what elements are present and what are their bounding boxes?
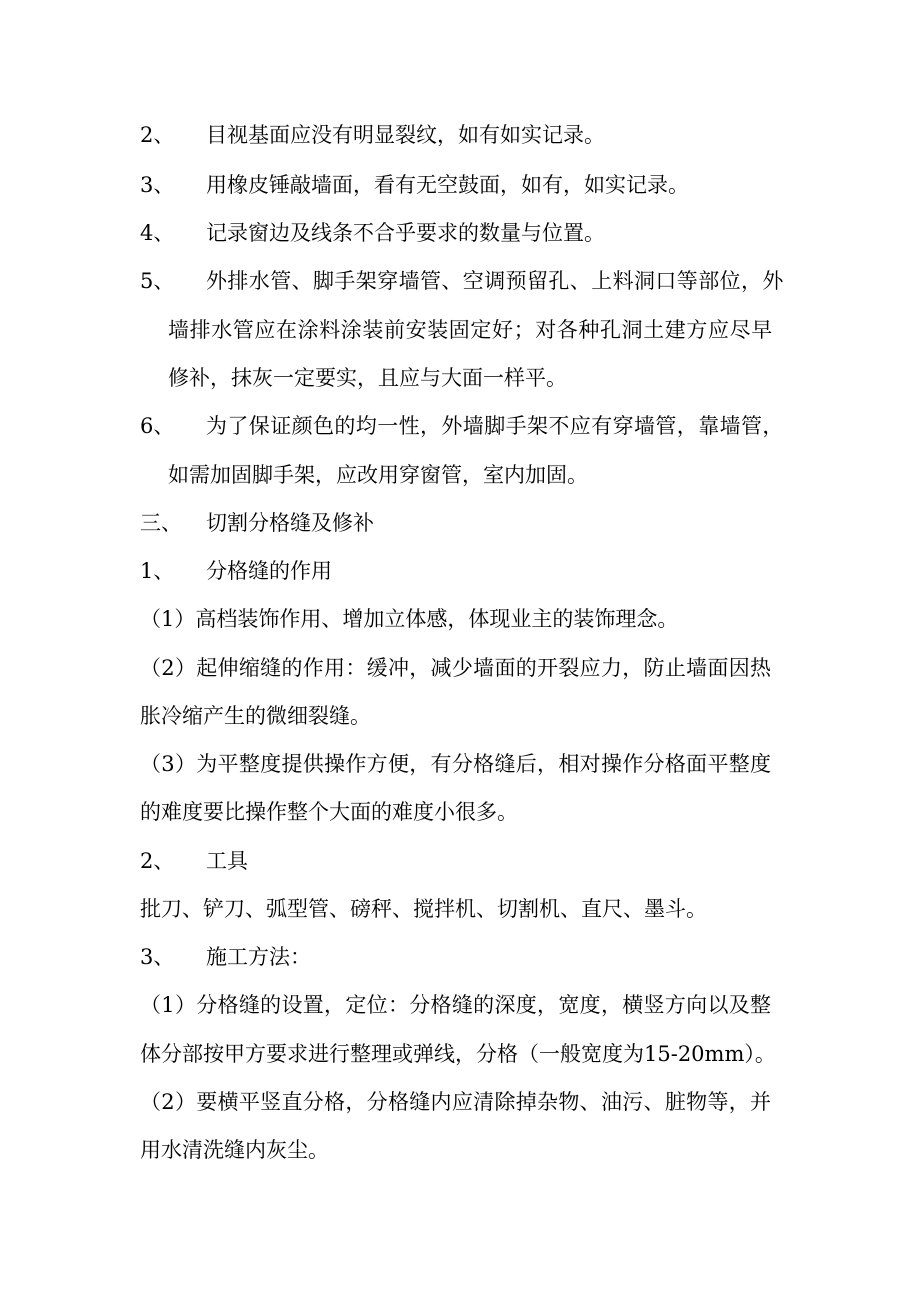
item-number: 3、 <box>140 945 175 969</box>
item-number: 4、 <box>140 221 175 245</box>
section-number: 三、 <box>140 511 182 535</box>
section-heading: 切割分格缝及修补 <box>206 511 374 535</box>
item-text: 修补，抹灰一定要实，且应与大面一样平。 <box>168 366 567 390</box>
paragraph-text: 用水清洗缝内灰尘。 <box>140 1138 329 1162</box>
paragraph-text: （2）要横平竖直分格，分格缝内应清除掉杂物、油污、脏物等，并 <box>140 1090 772 1114</box>
item-text: 外排水管、脚手架穿墙管、空调预留孔、上料洞口等部位，外 <box>206 269 784 293</box>
item-number: 5、 <box>140 269 175 293</box>
paragraph-text: 批刀、铲刀、弧型管、磅秤、搅拌机、切割机、直尺、墨斗。 <box>140 897 707 921</box>
item-text: 目视基面应没有明显裂纹，如有如实记录。 <box>206 123 605 147</box>
item-text: 工具 <box>206 849 248 873</box>
paragraph-text: 胀冷缩产生的微细裂缝。 <box>140 704 371 728</box>
item-text: 墙排水管应在涂料涂装前安装固定好；对各种孔洞土建方应尽早 <box>168 318 773 342</box>
paragraph-text: （2）起伸缩缝的作用：缓冲，减少墙面的开裂应力，防止墙面因热 <box>140 656 772 680</box>
paragraph-text: 体分部按甲方要求进行整理或弹线，分格（一般宽度为15-20mm）。 <box>140 1042 776 1066</box>
paragraph-text: （1）分格缝的设置，定位：分格缝的深度，宽度，横竖方向以及整 <box>140 993 772 1017</box>
item-text: 为了保证颜色的均一性，外墙脚手架不应有穿墙管，靠墙管， <box>206 414 784 438</box>
item-number: 6、 <box>140 414 175 438</box>
paragraph-text: （1）高档装饰作用、增加立体感，体现业主的装饰理念。 <box>140 607 679 631</box>
paragraph-text: 的难度要比操作整个大面的难度小很多。 <box>140 800 518 824</box>
item-text: 施工方法： <box>206 945 311 969</box>
item-number: 1、 <box>140 559 175 583</box>
item-number: 3、 <box>140 173 175 197</box>
item-number: 2、 <box>140 849 175 873</box>
item-text: 用橡皮锤敲墙面，看有无空鼓面，如有，如实记录。 <box>206 173 689 197</box>
item-text: 分格缝的作用 <box>206 559 332 583</box>
item-text: 记录窗边及线条不合乎要求的数量与位置。 <box>206 221 605 245</box>
paragraph-text: （3）为平整度提供操作方便，有分格缝后，相对操作分格面平整度 <box>140 752 772 776</box>
item-text: 如需加固脚手架，应改用穿窗管，室内加固。 <box>168 463 588 487</box>
item-number: 2、 <box>140 123 175 147</box>
